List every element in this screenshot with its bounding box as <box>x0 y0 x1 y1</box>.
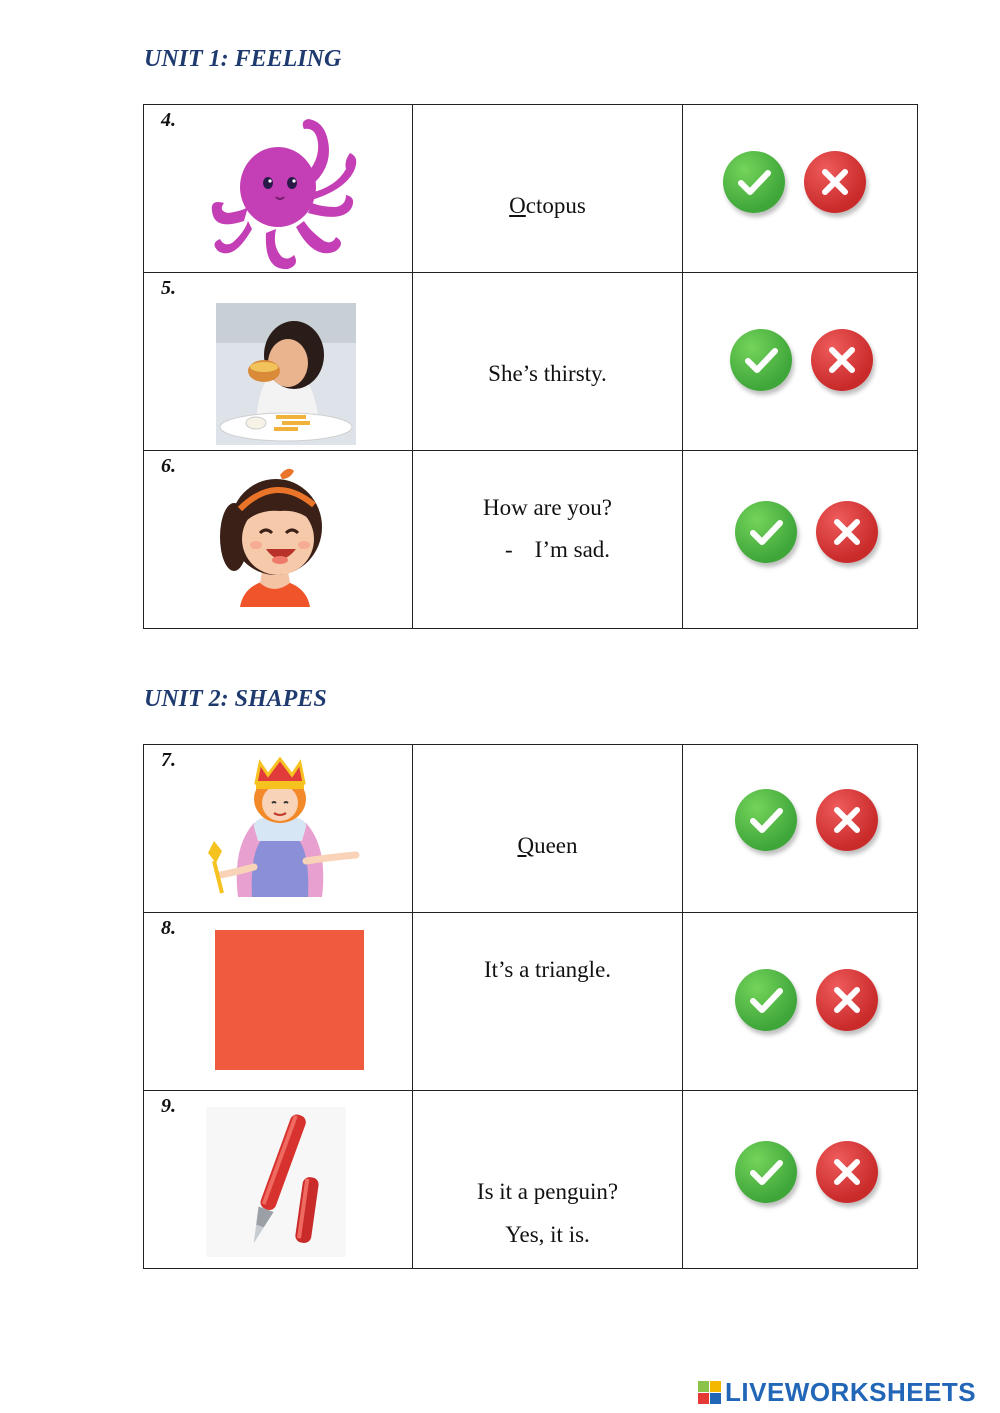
unit1-table <box>143 104 918 629</box>
underlined-letter: O <box>509 193 526 218</box>
answer-cell <box>683 273 918 451</box>
item-number: 9. <box>161 1095 176 1117</box>
cross-icon <box>811 329 873 391</box>
table-row <box>144 451 918 629</box>
table-row <box>144 273 918 451</box>
picture-cell <box>144 273 413 451</box>
item-number: 5. <box>161 277 176 299</box>
underlined-letter: Q <box>517 833 535 858</box>
check-button[interactable] <box>735 501 797 563</box>
check-icon <box>735 1141 797 1203</box>
answer-cell <box>683 745 918 913</box>
answer-line <box>505 537 682 563</box>
sentence-text <box>413 193 682 219</box>
sentence-text: She’s thirsty. <box>488 361 607 386</box>
girl-eating-picture <box>216 303 356 445</box>
sentence-cell <box>413 105 683 273</box>
cross-button[interactable] <box>816 1141 878 1203</box>
liveworksheets-logo[interactable] <box>698 1377 976 1408</box>
item-number: 8. <box>161 917 176 939</box>
cross-icon <box>816 969 878 1031</box>
logo-mark-icon <box>698 1381 721 1404</box>
check-button[interactable] <box>735 969 797 1031</box>
unit2-title: UNIT 2: SHAPES <box>144 686 327 712</box>
picture-cell <box>144 1091 413 1269</box>
check-icon <box>735 969 797 1031</box>
red-pen-picture <box>206 1107 346 1257</box>
cross-icon <box>816 789 878 851</box>
cross-icon <box>816 501 878 563</box>
item-number: 6. <box>161 455 176 477</box>
sentence-text <box>413 833 682 859</box>
unit1-title: UNIT 1: FEELING <box>144 46 342 72</box>
check-button[interactable] <box>723 151 785 213</box>
answer-cell <box>683 105 918 273</box>
check-button[interactable] <box>735 789 797 851</box>
picture-cell <box>144 451 413 629</box>
table-row <box>144 105 918 273</box>
cross-button[interactable] <box>804 151 866 213</box>
queen-picture <box>202 757 362 897</box>
dash: - <box>505 537 513 562</box>
sentence-cell <box>413 451 683 629</box>
picture-cell <box>144 745 413 913</box>
word-rest: ueen <box>534 833 578 858</box>
picture-cell <box>144 105 413 273</box>
word-rest: ctopus <box>525 193 586 218</box>
answer-cell <box>683 451 918 629</box>
check-icon <box>730 329 792 391</box>
cross-icon <box>804 151 866 213</box>
item-number: 4. <box>161 109 176 131</box>
item-number: 7. <box>161 749 176 771</box>
sentence-text: It’s a triangle. <box>483 957 612 982</box>
unit2-table <box>143 744 918 1269</box>
check-icon <box>723 151 785 213</box>
sentence-cell <box>413 273 683 451</box>
sentence-cell <box>413 1091 683 1269</box>
answer-cell <box>683 1091 918 1269</box>
answer-text: Yes, it is. <box>505 1222 590 1247</box>
picture-cell <box>144 913 413 1091</box>
question-text: Is it a penguin? <box>476 1179 619 1204</box>
red-square-picture <box>215 930 364 1070</box>
cross-button[interactable] <box>816 789 878 851</box>
answer-cell <box>683 913 918 1091</box>
logo-text: LIVEWORKSHEETS <box>725 1377 977 1407</box>
check-icon <box>735 789 797 851</box>
answer-text: I’m sad. <box>534 537 611 562</box>
sentence-cell <box>413 913 683 1091</box>
check-icon <box>735 501 797 563</box>
sentence-cell <box>413 745 683 913</box>
table-row <box>144 1091 918 1269</box>
octopus-picture <box>204 111 362 271</box>
check-button[interactable] <box>730 329 792 391</box>
check-button[interactable] <box>735 1141 797 1203</box>
question-text: How are you? <box>482 495 612 520</box>
table-row <box>144 913 918 1091</box>
cross-button[interactable] <box>811 329 873 391</box>
cross-button[interactable] <box>816 969 878 1031</box>
happy-girl-picture <box>210 465 340 607</box>
cross-button[interactable] <box>816 501 878 563</box>
cross-icon <box>816 1141 878 1203</box>
table-row <box>144 745 918 913</box>
